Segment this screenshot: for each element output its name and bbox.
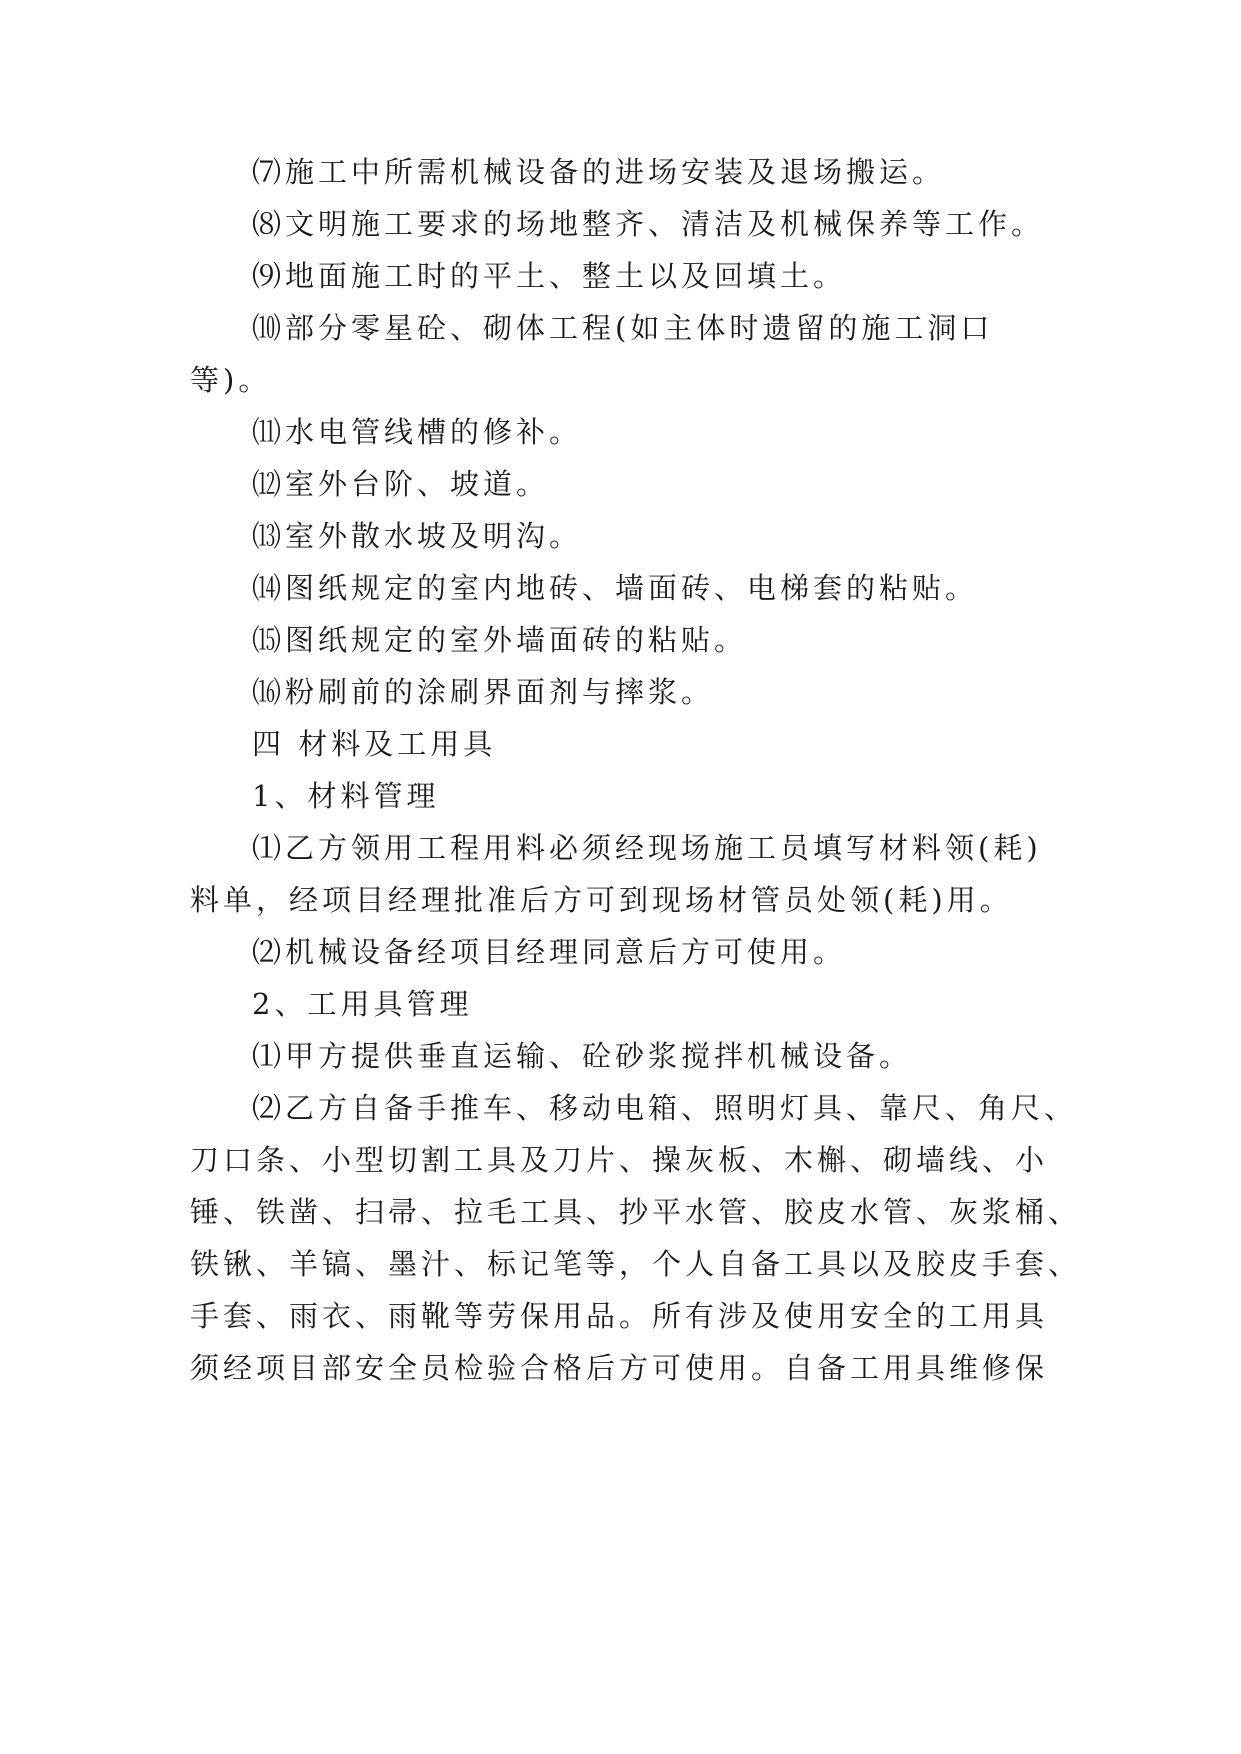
tools-item-2-line-6: 须经项目部安全员检验合格后方可使用。自备工用具维修保 — [190, 1351, 1049, 1385]
list-item-11: ⑾水电管线槽的修补。 — [252, 415, 583, 449]
tools-item-2-line-5: 手套、雨衣、雨靴等劳保用品。所有涉及使用安全的工用具 — [190, 1299, 1049, 1333]
subsection-heading-material: 1、材料管理 — [252, 779, 440, 813]
section-heading-4: 四 材料及工用具 — [252, 727, 497, 761]
tools-item-1: ⑴甲方提供垂直运输、砼砂浆搅拌机械设备。 — [252, 1039, 913, 1073]
list-item-10-continuation: 等)。 — [190, 363, 272, 397]
tools-item-2-line-4: 铁锹、羊镐、墨汁、标记笔等，个人自备工具以及胶皮手套、 — [190, 1247, 1082, 1281]
subsection-heading-tools: 2、工用具管理 — [252, 987, 473, 1021]
list-item-9: ⑼地面施工时的平土、整土以及回填土。 — [252, 259, 847, 293]
tools-item-2: ⑵乙方自备手推车、移动电箱、照明灯具、靠尺、角尺、 — [252, 1091, 1078, 1125]
list-item-7: ⑺施工中所需机械设备的进场安装及退场搬运。 — [252, 155, 946, 189]
material-item-2: ⑵机械设备经项目经理同意后方可使用。 — [252, 935, 847, 969]
list-item-10: ⑽部分零星砼、砌体工程(如主体时遗留的施工洞口 — [252, 311, 994, 345]
list-item-16: ⒃粉刷前的涂刷界面剂与摔浆。 — [252, 675, 715, 709]
list-item-8: ⑻文明施工要求的场地整齐、清洁及机械保养等工作。 — [252, 207, 1045, 241]
list-item-12: ⑿室外台阶、坡道。 — [252, 467, 550, 501]
list-item-13: ⒀室外散水坡及明沟。 — [252, 519, 583, 553]
tools-item-2-line-3: 锤、铁凿、扫帚、拉毛工具、抄平水管、胶皮水管、灰浆桶、 — [190, 1195, 1082, 1229]
material-item-1: ⑴乙方领用工程用料必须经现场施工员填写材料领(耗) — [252, 831, 1042, 865]
list-item-15: ⒂图纸规定的室外墙面砖的粘贴。 — [252, 623, 748, 657]
list-item-14: ⒁图纸规定的室内地砖、墙面砖、电梯套的粘贴。 — [252, 571, 979, 605]
material-item-1-continuation: 料单，经项目经理批准后方可到现场材管员处领(耗)用。 — [190, 883, 1013, 917]
tools-item-2-line-2: 刀口条、小型切割工具及刀片、操灰板、木槲、砌墙线、小 — [190, 1143, 1049, 1177]
